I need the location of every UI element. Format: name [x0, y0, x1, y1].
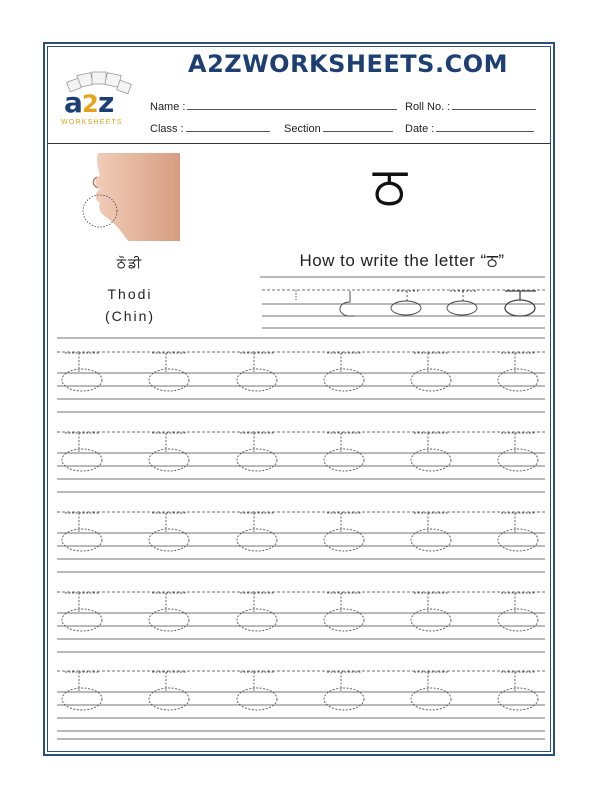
roll-label: Roll No. : [405, 101, 451, 113]
tracing-letter[interactable] [62, 513, 102, 551]
practice-row [57, 512, 545, 572]
featured-letter: ਠ [372, 156, 408, 216]
practice-row [57, 671, 545, 731]
name-label: Name : [150, 101, 186, 113]
tracing-letter[interactable] [411, 513, 451, 551]
site-title: A2ZWORKSHEETS.COM [188, 50, 508, 78]
practice-row [57, 592, 545, 652]
logo-caption: WORKSHEETS [61, 119, 123, 126]
word-punjabi: ਠੋਡੀ [116, 256, 144, 272]
tracing-letter[interactable] [411, 593, 451, 631]
tracing-letter[interactable] [498, 353, 538, 391]
tracing-letter[interactable] [237, 353, 277, 391]
tracing-letter[interactable] [324, 672, 364, 710]
practice-row [57, 432, 545, 492]
tracing-letter[interactable] [149, 353, 189, 391]
word-transliteration: Thodi [107, 286, 153, 302]
tracing-letter[interactable] [62, 433, 102, 471]
practice-row [57, 352, 545, 412]
tracing-letter[interactable] [62, 353, 102, 391]
tracing-letter[interactable] [149, 433, 189, 471]
svg-text:2: 2 [82, 90, 99, 118]
tracing-letter[interactable] [324, 433, 364, 471]
tracing-letter[interactable] [149, 593, 189, 631]
svg-text:a: a [64, 86, 83, 119]
date-label: Date : [405, 123, 435, 135]
tracing-letter[interactable] [324, 353, 364, 391]
tracing-letter[interactable] [149, 513, 189, 551]
tracing-letter[interactable] [411, 433, 451, 471]
tracing-letter[interactable] [324, 513, 364, 551]
tracing-letter[interactable] [237, 672, 277, 710]
tracing-letter[interactable] [62, 593, 102, 631]
stroke-step-5 [505, 291, 536, 316]
stroke-step-4 [447, 291, 477, 315]
tracing-letter[interactable] [324, 593, 364, 631]
tracing-letter[interactable] [237, 433, 277, 471]
tracing-letter[interactable] [498, 593, 538, 631]
tracing-letter[interactable] [411, 672, 451, 710]
tracing-letter[interactable] [411, 353, 451, 391]
tracing-letter[interactable] [498, 433, 538, 471]
tracing-letter[interactable] [498, 513, 538, 551]
tracing-letter[interactable] [237, 513, 277, 551]
stroke-step-3 [391, 291, 421, 315]
stroke-step-2 [340, 291, 355, 316]
tracing-letter[interactable] [237, 593, 277, 631]
tracing-letter[interactable] [498, 672, 538, 710]
section-label: Section [284, 123, 321, 135]
instruction-text: How to write the letter “ਠ” [299, 251, 505, 270]
tracing-letter[interactable] [62, 672, 102, 710]
svg-text:z: z [98, 86, 115, 119]
class-label: Class : [150, 123, 184, 135]
tracing-letter[interactable] [149, 672, 189, 710]
word-english: (Chin) [104, 308, 156, 324]
